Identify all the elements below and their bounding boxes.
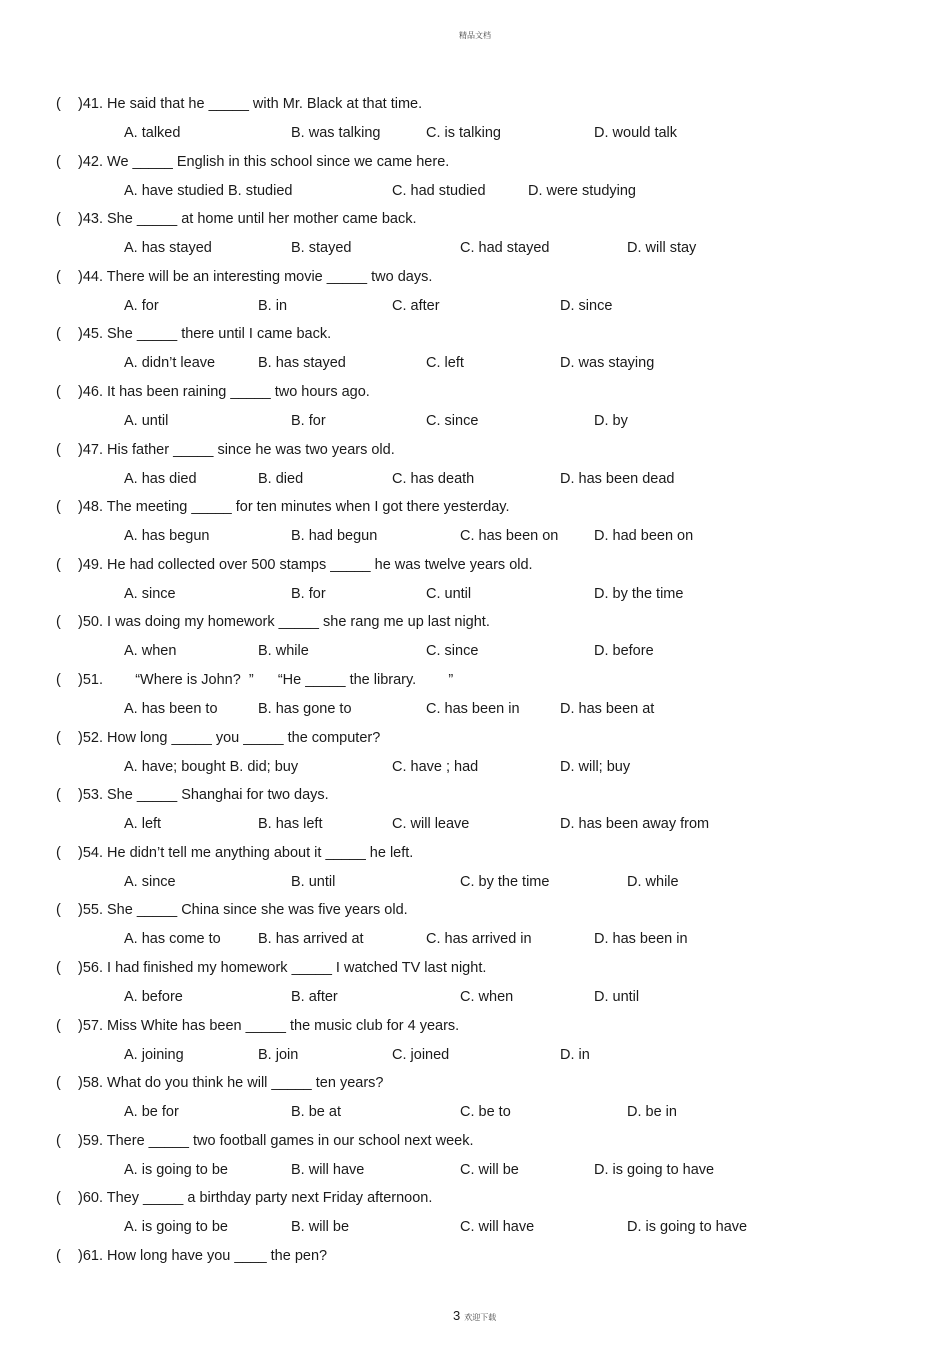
question-stem: )48. The meeting _____ for ten minutes when I got there yesterday. (78, 499, 510, 516)
answer-blank: ( (56, 787, 61, 804)
answer-option: A. be for (124, 1104, 179, 1121)
question-stem: )44. There will be an interesting movie _____ two days. (78, 268, 433, 285)
page-number: 3 (453, 1308, 461, 1323)
question-item (0, 613, 950, 671)
answer-option: C. joined (392, 1046, 450, 1063)
answer-option: C. is talking (426, 125, 501, 141)
answer-option: C. will have (460, 1219, 535, 1236)
question-item (0, 1017, 950, 1075)
page-header: 精品文档 (459, 31, 491, 40)
answer-option: D. before (594, 643, 654, 660)
question-stem: )41. He said that he _____ with Mr. Black at that time. (78, 96, 423, 112)
answer-option: A. for (124, 297, 159, 314)
question-stem: )58. What do you think he will _____ ten years? (78, 1075, 384, 1092)
answer-option: B. has left (258, 816, 323, 833)
question-item (0, 153, 950, 211)
answer-option: C. until (426, 585, 472, 602)
question-stem: )49. He had collected over 500 stamps _____ he was twelve years old. (78, 556, 533, 573)
answer-blank: ( (56, 211, 61, 228)
answer-option: D. had been on (594, 528, 694, 545)
answer-option: D. was staying (560, 355, 655, 372)
answer-blank: ( (56, 959, 61, 976)
question-item (0, 844, 950, 902)
question-stem: )47. His father _____ since he was two years old. (78, 441, 395, 458)
question-stem: )61. How long have you ____ the pen? (78, 1247, 328, 1264)
answer-option: D. will stay (627, 240, 697, 257)
answer-blank: ( (56, 96, 61, 112)
answer-option: A. has begun (124, 528, 210, 545)
answer-option: D. has been at (560, 700, 655, 717)
answer-option: A. is going to be (124, 1161, 228, 1178)
answer-option: B. for (291, 412, 326, 429)
answer-blank: ( (56, 902, 61, 919)
answer-option: B. be at (291, 1104, 341, 1121)
answer-option: A. didn’t leave (124, 355, 216, 372)
answer-option: A. is going to be (124, 1219, 228, 1236)
question-item (0, 1247, 950, 1305)
answer-option: D. has been away from (560, 816, 710, 833)
answer-option: A. has been to (124, 700, 218, 717)
question-stem: )43. She _____ at home until her mother came back. (78, 211, 417, 228)
answer-option: B. died (258, 470, 304, 487)
answer-blank: ( (56, 1190, 61, 1207)
question-item (0, 786, 950, 844)
answer-option: C. had stayed (460, 240, 550, 257)
answer-option: D. while (627, 873, 679, 890)
answer-option: B. was talking (291, 125, 381, 141)
answer-blank: ( (56, 844, 61, 861)
question-stem: )51. “Where is John? ” “He _____ the library. ” (78, 671, 454, 688)
answer-option: B. in (258, 297, 288, 314)
answer-option: C. has been in (426, 700, 520, 717)
answer-option: D. were studying (528, 182, 636, 199)
answer-option: D. has been dead (560, 470, 675, 487)
question-item (0, 441, 950, 499)
answer-option: C. by the time (460, 873, 550, 890)
answer-blank: ( (56, 556, 61, 573)
answer-option: A. left (124, 816, 162, 833)
question-stem: )46. It has been raining _____ two hours ago. (78, 383, 370, 400)
answer-blank: ( (56, 383, 61, 400)
answer-option: B. while (258, 643, 309, 660)
answer-blank: ( (56, 729, 61, 746)
answer-option: C. after (392, 297, 440, 314)
question-item (0, 325, 950, 383)
question-stem: )55. She _____ China since she was five years old. (78, 902, 408, 919)
answer-option: C. has been on (460, 528, 559, 545)
answer-option: B. join (258, 1046, 299, 1063)
answer-option: D. until (594, 988, 640, 1005)
answer-option: B. for (291, 585, 326, 602)
answer-option: D. would talk (594, 125, 678, 141)
answer-option: B. after (291, 988, 338, 1005)
page-footer (453, 1308, 496, 1323)
question-stem: )50. I was doing my homework _____ she rang me up last night. (78, 614, 490, 631)
question-stem: )54. He didn’t tell me anything about it _____ he left. (78, 844, 414, 861)
answer-option: A. have; bought B. did; buy (124, 758, 299, 775)
question-stem: )52. How long _____ you _____ the computer? (78, 729, 381, 746)
answer-blank: ( (56, 1132, 61, 1149)
answer-option: D. will; buy (560, 758, 631, 775)
question-item (0, 959, 950, 1017)
question-item (0, 95, 950, 153)
answer-option: B. will have (291, 1161, 365, 1178)
answer-option: A. since (124, 873, 176, 890)
question-item (0, 210, 950, 268)
answer-blank: ( (56, 671, 61, 688)
answer-option: C. be to (460, 1104, 511, 1121)
footer-text: 欢迎下载 (464, 1313, 497, 1322)
answer-option: A. when (124, 643, 177, 660)
answer-blank: ( (56, 614, 61, 631)
question-item (0, 268, 950, 326)
answer-option: A. since (124, 585, 176, 602)
answer-blank: ( (56, 153, 61, 170)
answer-option: D. be in (627, 1104, 677, 1121)
question-item (0, 498, 950, 556)
answer-option: A. has died (124, 470, 197, 487)
answer-option: C. since (426, 412, 479, 429)
answer-option: A. talked (124, 125, 181, 141)
question-stem: )53. She _____ Shanghai for two days. (78, 787, 329, 804)
answer-option: B. stayed (291, 240, 352, 257)
answer-blank: ( (56, 326, 61, 343)
question-item (0, 901, 950, 959)
answer-blank: ( (56, 499, 61, 516)
question-item (0, 1074, 950, 1132)
answer-blank: ( (56, 441, 61, 458)
answer-option: A. joining (124, 1046, 184, 1063)
answer-option: A. has stayed (124, 240, 212, 257)
answer-option: C. has death (392, 470, 475, 487)
question-item (0, 671, 950, 729)
answer-option: D. is going to have (627, 1219, 748, 1236)
question-stem: )56. I had finished my homework _____ I watched TV last night. (78, 959, 487, 976)
question-stem: )42. We _____ English in this school since we came here. (78, 153, 450, 170)
question-stem: )59. There _____ two football games in our school next week. (78, 1132, 474, 1149)
answer-option: D. by the time (594, 585, 684, 602)
question-item (0, 1189, 950, 1247)
question-stem: )57. Miss White has been _____ the music club for 4 years. (78, 1017, 460, 1034)
answer-option: A. have studied B. studied (124, 182, 293, 199)
answer-option: B. until (291, 873, 336, 890)
answer-option: B. has stayed (258, 355, 346, 372)
answer-option: D. is going to have (594, 1161, 715, 1178)
answer-blank: ( (56, 1247, 61, 1264)
answer-option: D. in (560, 1046, 590, 1063)
answer-option: B. will be (291, 1219, 350, 1236)
answer-option: A. until (124, 412, 169, 429)
answer-blank: ( (56, 1017, 61, 1034)
answer-option: D. since (560, 297, 613, 314)
answer-option: C. will be (460, 1161, 519, 1178)
answer-option: A. before (124, 988, 183, 1005)
answer-option: D. by (594, 412, 628, 429)
answer-blank: ( (56, 268, 61, 285)
question-item (0, 1132, 950, 1190)
answer-option: B. has arrived at (258, 931, 364, 948)
question-stem: )45. She _____ there until I came back. (78, 326, 332, 343)
answer-option: C. since (426, 643, 479, 660)
answer-option: C. has arrived in (426, 931, 532, 948)
question-item (0, 556, 950, 614)
answer-option: C. when (460, 988, 514, 1005)
answer-option: B. had begun (291, 528, 378, 545)
answer-option: C. will leave (392, 816, 470, 833)
question-item (0, 729, 950, 787)
answer-option: C. had studied (392, 182, 486, 199)
answer-blank: ( (56, 1075, 61, 1092)
answer-option: A. has come to (124, 931, 221, 948)
answer-option: B. has gone to (258, 700, 352, 717)
answer-option: C. left (426, 355, 464, 372)
question-stem: )60. They _____ a birthday party next Friday afternoon. (78, 1190, 433, 1207)
question-list (0, 95, 950, 1304)
answer-option: D. has been in (594, 931, 688, 948)
question-item (0, 383, 950, 441)
answer-option: C. have ; had (392, 758, 479, 775)
